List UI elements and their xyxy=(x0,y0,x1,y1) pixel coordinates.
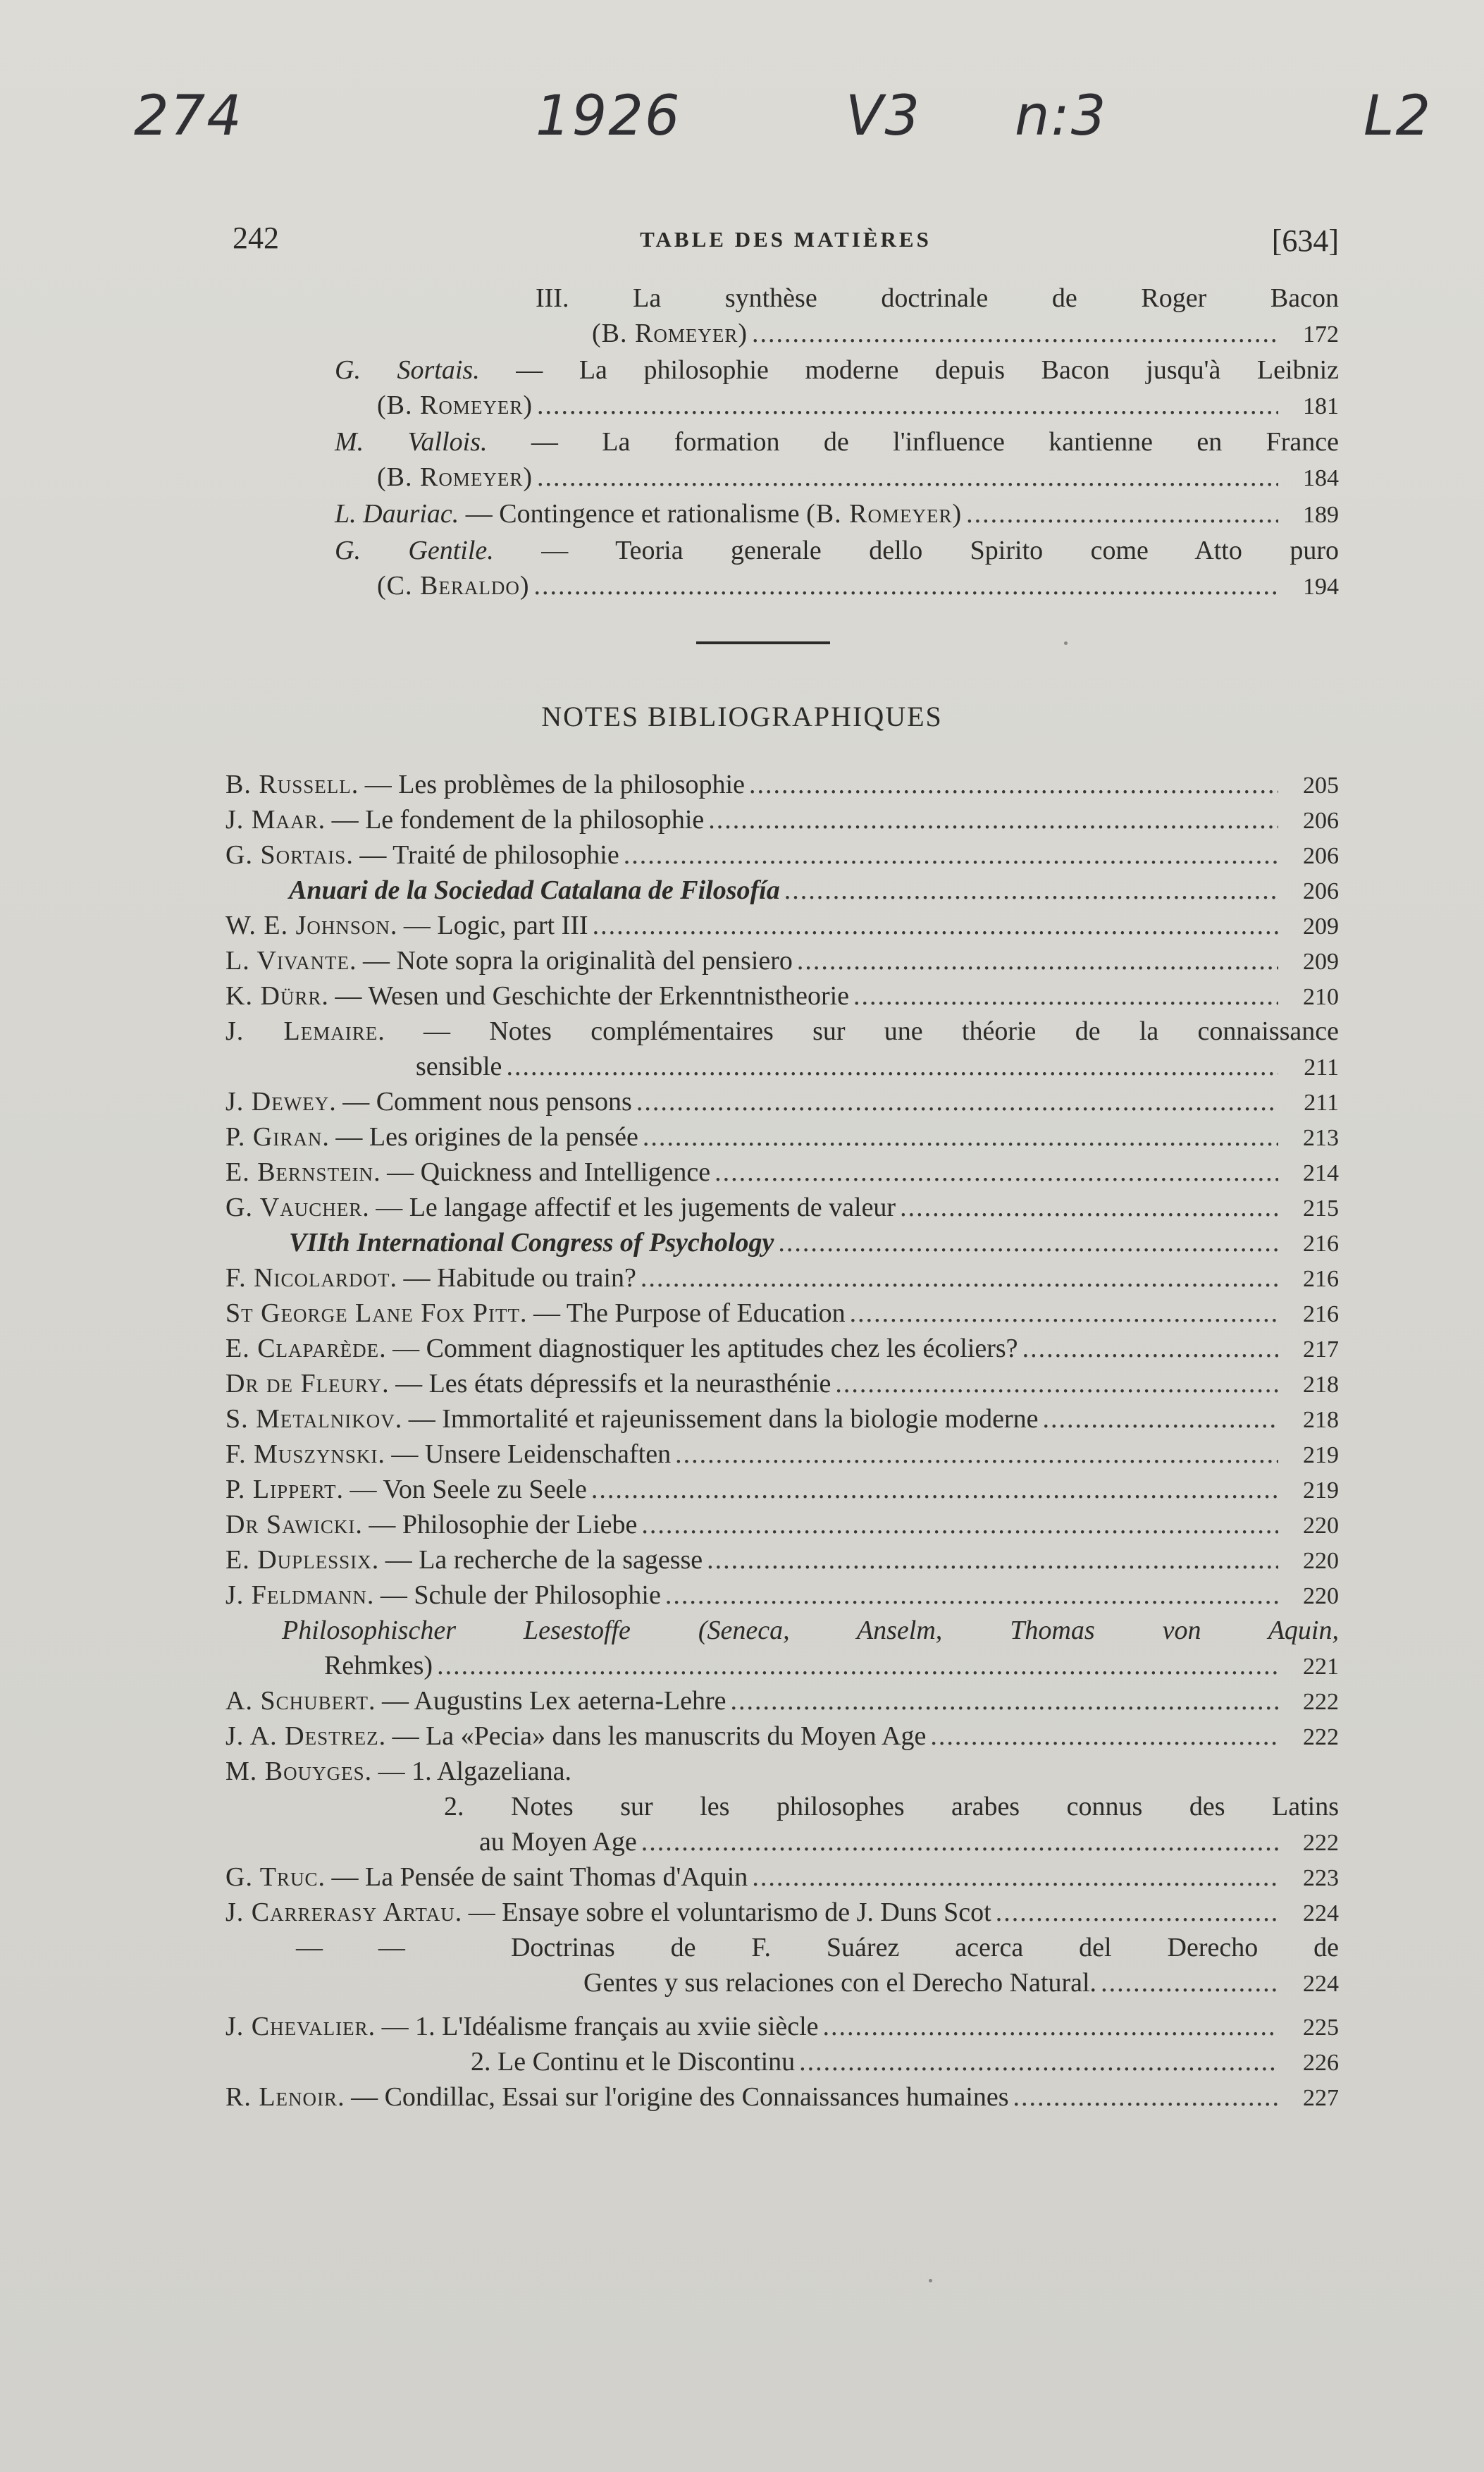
note-author: E. Claparède xyxy=(225,1334,380,1363)
note-title: 1. L'Idéalisme français au xviie siècle xyxy=(415,2012,819,2041)
note-author: L. Vivante xyxy=(225,946,350,976)
note-page: 220 xyxy=(1303,1583,1339,1609)
note-title: Schule der Philosophie xyxy=(414,1580,661,1610)
note-title: Les problèmes de la philosophie xyxy=(398,770,745,799)
note-author: K. Dürr xyxy=(225,981,322,1011)
note-title: Condillac, Essai sur l'origine des Connaissances humaines xyxy=(384,2082,1009,2112)
leader-dots xyxy=(749,767,1278,802)
entry-reviewer: (B. Romeyer) xyxy=(592,319,748,348)
note-page: 215 xyxy=(1303,1195,1339,1222)
entry-page: 172 xyxy=(1303,321,1339,348)
note-title: Les origines de la pensée xyxy=(369,1122,638,1152)
note-page: 211 xyxy=(1304,1090,1339,1116)
note-author: J. Maar xyxy=(225,805,319,835)
entry-author: M. Vallois. xyxy=(335,427,488,457)
leader-dots xyxy=(900,1190,1278,1225)
note-title: Logic, part III xyxy=(437,911,588,940)
leader-dots xyxy=(624,837,1278,873)
leader-dots xyxy=(636,1084,1278,1119)
note-author: F. Muszynski xyxy=(225,1439,378,1469)
note-title: Anuari de la Sociedad Catalana de Filosofía xyxy=(289,875,780,905)
note-author: J. Dewey xyxy=(225,1087,330,1117)
handwritten-annotation-3: V3 xyxy=(846,85,921,148)
note-title: 2. Le Continu et le Discontinu xyxy=(471,2047,796,2077)
note-author: J. Feldmann xyxy=(225,1580,367,1610)
note-author: S. Metalnikov xyxy=(225,1404,395,1434)
note-page: 216 xyxy=(1303,1301,1339,1327)
entry-page: 189 xyxy=(1303,502,1339,528)
handwritten-annotation-2: 1926 xyxy=(536,85,681,148)
note-title: Comment diagnostiquer les aptitudes chez les écoliers? xyxy=(426,1334,1018,1363)
entry-author: G. Sortais. xyxy=(335,355,480,385)
note-title: Le langage affectif et les jugements de valeur xyxy=(409,1193,896,1222)
note-title: La «Pecia» dans les manuscrits du Moyen Age xyxy=(426,1721,927,1751)
section-divider xyxy=(696,641,830,644)
note-page: 222 xyxy=(1303,1830,1339,1856)
leader-dots xyxy=(731,1683,1278,1718)
note-page: 219 xyxy=(1303,1477,1339,1504)
note-page: 222 xyxy=(1303,1724,1339,1750)
entry-reviewer: (B. Romeyer) xyxy=(377,391,533,420)
note-page: 220 xyxy=(1303,1513,1339,1539)
note-author: — — xyxy=(296,1933,405,1962)
note-page: 206 xyxy=(1303,843,1339,869)
note-page: 224 xyxy=(1303,1971,1339,1997)
leader-dots xyxy=(1013,2079,1278,2115)
note-title: Comment nous pensons xyxy=(376,1087,632,1117)
note-page: 206 xyxy=(1303,808,1339,834)
note-page: 218 xyxy=(1303,1407,1339,1433)
note-title: Doctrinas de F. Suárez acerca del Derecho de xyxy=(510,1933,1340,1962)
paper-speck xyxy=(1064,641,1068,645)
note-title: Augustins Lex aeterna-Lehre xyxy=(414,1686,726,1716)
toc-entry-gentile xyxy=(225,533,1339,603)
entry-reviewer: (C. Beraldo) xyxy=(377,571,530,601)
note-page: 226 xyxy=(1303,2050,1339,2076)
leader-dots xyxy=(715,1155,1278,1190)
toc-entry-vallois xyxy=(225,424,1339,495)
note-page: 211 xyxy=(1304,1054,1339,1081)
note-title: 1. Algazeliana. xyxy=(412,1757,571,1786)
note-page: 227 xyxy=(1303,2085,1339,2111)
note-author: R. Lenoir xyxy=(225,2082,338,2112)
note-author: E. Bernstein xyxy=(225,1157,374,1187)
note-page: 221 xyxy=(1303,1654,1339,1680)
note-title: Quickness and Intelligence xyxy=(420,1157,711,1187)
leader-dots xyxy=(534,568,1279,603)
note-author: J. Carrerasy Artau xyxy=(225,1898,455,1927)
notes-list: B. Russell. — Les problèmes de la philosophie ..... 205 J. Maar. — Le fondement de la philosophie ..... 206 G. Sortais. — Traité de philosophie ..... 206 Anuari de la Sociedad Catalana de Filosofía ..... 206 W. E. Johnson. — Logic, part III ..... 209 L. Vivante. — Note sopra la originalità del pensiero ..... 209 K. Dürr. — Wesen und Geschichte der Erkenntnistheorie ..... 210 J. Lemaire. — Notes complémentaires sur une théorie de la connaissance sensible ..... 211 J. Dewey. — Comment nous pensons ..... 211 P. Giran. — Les origines de la pensée ..... 213 E. Bernstein. — Quickness and Intelligence ..... 214 G. Vaucher. — Le langage affectif et les jugements de valeur ..... 215 VIIth International Congress of Psychology ..... 216 F. Nicolardot. — Habitude ou train? ..... 216 St George Lane Fox Pitt. — The Purpose of Education ..... 216 E. Claparède. — Comment diagnostiquer les aptitudes chez les écoliers? ..... 217 Dr de Fleury. — Les états dépressifs et la neurasthénie ..... 218 S. Metalnikov. — Immortalité et rajeunissement dans la biologie moderne ..... 218 F. Muszynski. — Unsere Leidenschaften ..... 219 P. Lippert. — Von Seele zu Seele ..... 219 Dr Sawicki. — Philosophie der Liebe ..... 220 E. Duplessix. — La recherche de la sagesse ..... 220 J. Feldmann. — Schule der Philosophie ..... 220 Philosophischer Lesestoffe (Seneca, Anselm, Thomas von Aquin, Rehmkes) ..... 221 A. Schubert. — Augustins Lex aeterna-Lehre ..... 222 J. A. Destrez. — La «Pecia» dans les manuscrits du Moyen Age ..... 222 M. Bouyges. — 1. Algazeliana. 2. Notes sur les philosophes arabes connus des Latins au Moyen Age ..... 222 G. Truc. — La Pensée de saint Thomas d'Aquin ..... 223 J. Carrerasy Artau. — Ensaye sobre el voluntarismo de J. Duns Scot ..... 224 — — Doctrinas de F. Suárez acerca del Derecho de Gentes y sus relaciones con el Derecho Natural. ..... 224 J. Chevalier. — 1. L'Idéalisme français au xviie siècle ..... 225 2. Le Continu et le Discontinu ..... 226 R. Lenoir. — Condillac, Essai sur l'origine des Connaissances humaines ..... 227 xyxy=(225,767,1339,2115)
note-author: A. Schubert xyxy=(225,1686,369,1716)
note-title: VIIth International Congress of Psychology xyxy=(289,1228,774,1257)
leader-dots xyxy=(593,908,1278,943)
note-author: M. Bouyges xyxy=(225,1757,365,1786)
note-title: La Pensée de saint Thomas d'Aquin xyxy=(364,1862,748,1892)
note-page: 216 xyxy=(1303,1231,1339,1257)
note-title: Unsere Leidenschaften xyxy=(424,1439,672,1469)
note-title: Philosophie der Liebe xyxy=(402,1510,638,1539)
leader-dots xyxy=(752,1859,1278,1895)
note-page: 214 xyxy=(1303,1160,1339,1186)
entry-title: — La philosophie moderne depuis Bacon jusqu'à Leibniz xyxy=(479,355,1339,385)
entry-line: III. La synthèse doctrinale de Roger Bacon xyxy=(536,283,1339,313)
leader-dots xyxy=(643,1119,1278,1155)
leader-dots xyxy=(675,1437,1278,1472)
note-title: Habitude ou train? xyxy=(437,1263,636,1293)
note-author: P. Giran xyxy=(225,1122,323,1152)
leader-dots xyxy=(1022,1331,1278,1366)
note-author: J. A. Destrez xyxy=(225,1721,379,1751)
note-page: 218 xyxy=(1303,1372,1339,1398)
note-title: Philosophischer Lesestoffe (Seneca, Anselm, Thomas von Aquin, xyxy=(282,1616,1339,1645)
leader-dots xyxy=(437,1648,1278,1683)
note-title: The Purpose of Education xyxy=(566,1298,846,1328)
note-title: Wesen und Geschichte der Erkenntnistheorie xyxy=(368,981,850,1011)
toc-entry-dauriac xyxy=(225,496,1339,531)
note-author: J. Chevalier xyxy=(225,2012,369,2041)
page-number: 242 xyxy=(233,221,279,255)
note-title: 2. Notes sur les philosophes arabes connus des Latins xyxy=(444,1792,1339,1821)
leader-dots xyxy=(853,978,1278,1014)
leader-dots xyxy=(641,1824,1278,1859)
note-page: 220 xyxy=(1303,1548,1339,1574)
note-page: 222 xyxy=(1303,1689,1339,1715)
note-title-continued: au Moyen Age xyxy=(479,1827,637,1857)
leader-dots xyxy=(823,2009,1278,2044)
note-page: 219 xyxy=(1303,1442,1339,1468)
note-author: B. Russell xyxy=(225,770,352,799)
handwritten-annotation-1: 274 xyxy=(134,85,243,148)
entry-page: 181 xyxy=(1303,393,1339,419)
leader-dots xyxy=(707,1542,1278,1578)
leader-dots xyxy=(537,460,1278,495)
entry-title: — Teoria generale dello Spirito come Atto puro xyxy=(493,536,1339,565)
note-title-continued: Rehmkes) xyxy=(324,1651,433,1680)
note-author: G. Sortais xyxy=(225,840,347,870)
leader-dots xyxy=(930,1718,1278,1754)
entry-title: — La formation de l'influence kantienne en France xyxy=(487,427,1340,457)
leader-dots xyxy=(752,316,1278,351)
note-author: G. Vaucher xyxy=(225,1193,363,1222)
leader-dots xyxy=(1101,1965,1278,2000)
note-page: 217 xyxy=(1303,1336,1339,1363)
leader-dots xyxy=(591,1472,1278,1507)
leader-dots xyxy=(797,943,1278,978)
leader-dots xyxy=(1043,1401,1278,1437)
note-page: 224 xyxy=(1303,1900,1339,1926)
paper-speck xyxy=(929,2279,932,2282)
leader-dots xyxy=(641,1507,1278,1542)
note-page: 209 xyxy=(1303,914,1339,940)
leader-dots xyxy=(641,1260,1278,1296)
note-author: F. Nicolardot xyxy=(225,1263,390,1293)
leader-dots xyxy=(506,1049,1278,1084)
handwritten-annotation-4: n:3 xyxy=(1015,85,1108,148)
note-title: Le fondement de la philosophie xyxy=(365,805,705,835)
entry-page: 194 xyxy=(1303,574,1339,600)
page-header xyxy=(233,220,1339,262)
leader-dots xyxy=(966,496,1278,531)
handwritten-annotation-5: L2 xyxy=(1364,85,1433,148)
entry-title: — Contingence et rationalisme xyxy=(459,499,807,529)
note-page: 216 xyxy=(1303,1266,1339,1292)
note-page: 209 xyxy=(1303,949,1339,975)
note-page: 223 xyxy=(1303,1865,1339,1891)
note-author: J. Lemaire xyxy=(225,1016,378,1046)
entry-reviewer: (B. Romeyer) xyxy=(377,462,533,492)
note-title: Les états dépressifs et la neurasthénie xyxy=(428,1369,831,1398)
note-author: P. Lippert xyxy=(225,1475,337,1504)
leader-dots xyxy=(799,2044,1278,2079)
note-author: Dr Sawicki xyxy=(225,1510,356,1539)
running-title: TABLE DES MATIÈRES xyxy=(640,227,932,252)
toc-entry-bacon xyxy=(225,281,1339,351)
toc-entry-sortais xyxy=(225,352,1339,423)
entry-reviewer: (B. Romeyer) xyxy=(806,499,963,529)
note-title: Von Seele zu Seele xyxy=(383,1475,587,1504)
note-page: 225 xyxy=(1303,2015,1339,2041)
section-title: NOTES BIBLIOGRAPHIQUES xyxy=(541,701,943,732)
note-title: Immortalité et rajeunissement dans la biologie moderne xyxy=(442,1404,1039,1434)
note-title: La recherche de la sagesse xyxy=(419,1545,703,1575)
note-title: Ensaye sobre el voluntarismo de J. Duns Scot xyxy=(502,1898,991,1927)
bracket-page-number: [634] xyxy=(1271,223,1339,258)
leader-dots xyxy=(537,388,1278,423)
note-title: Traité de philosophie xyxy=(392,840,619,870)
note-page: 213 xyxy=(1303,1125,1339,1151)
leader-dots xyxy=(708,802,1278,837)
entry-page: 184 xyxy=(1303,465,1339,491)
note-page: 205 xyxy=(1303,773,1339,799)
note-title-continued: Gentes y sus relaciones con el Derecho Natural. xyxy=(583,1968,1097,1998)
note-author: E. Duplessix xyxy=(225,1545,372,1575)
note-page: 210 xyxy=(1303,984,1339,1010)
note-title: Notes complémentaires sur une théorie de la connaissance xyxy=(489,1016,1339,1046)
leader-dots xyxy=(996,1895,1278,1930)
note-title-continued: sensible xyxy=(416,1052,502,1081)
note-author: W. E. Johnson xyxy=(225,911,390,940)
leader-dots xyxy=(850,1296,1278,1331)
note-author: G. Truc xyxy=(225,1862,319,1892)
leader-dots xyxy=(665,1578,1278,1613)
leader-dots xyxy=(778,1225,1278,1260)
leader-dots xyxy=(784,873,1278,908)
note-page: 206 xyxy=(1303,878,1339,904)
note-title: Note sopra la originalità del pensiero xyxy=(396,946,793,976)
leader-dots xyxy=(835,1366,1278,1401)
entry-author: G. Gentile. xyxy=(335,536,494,565)
note-author: St George Lane Fox Pitt xyxy=(225,1298,521,1328)
entry-author: L. Dauriac. xyxy=(335,499,459,529)
note-author: Dr de Fleury xyxy=(225,1369,383,1398)
